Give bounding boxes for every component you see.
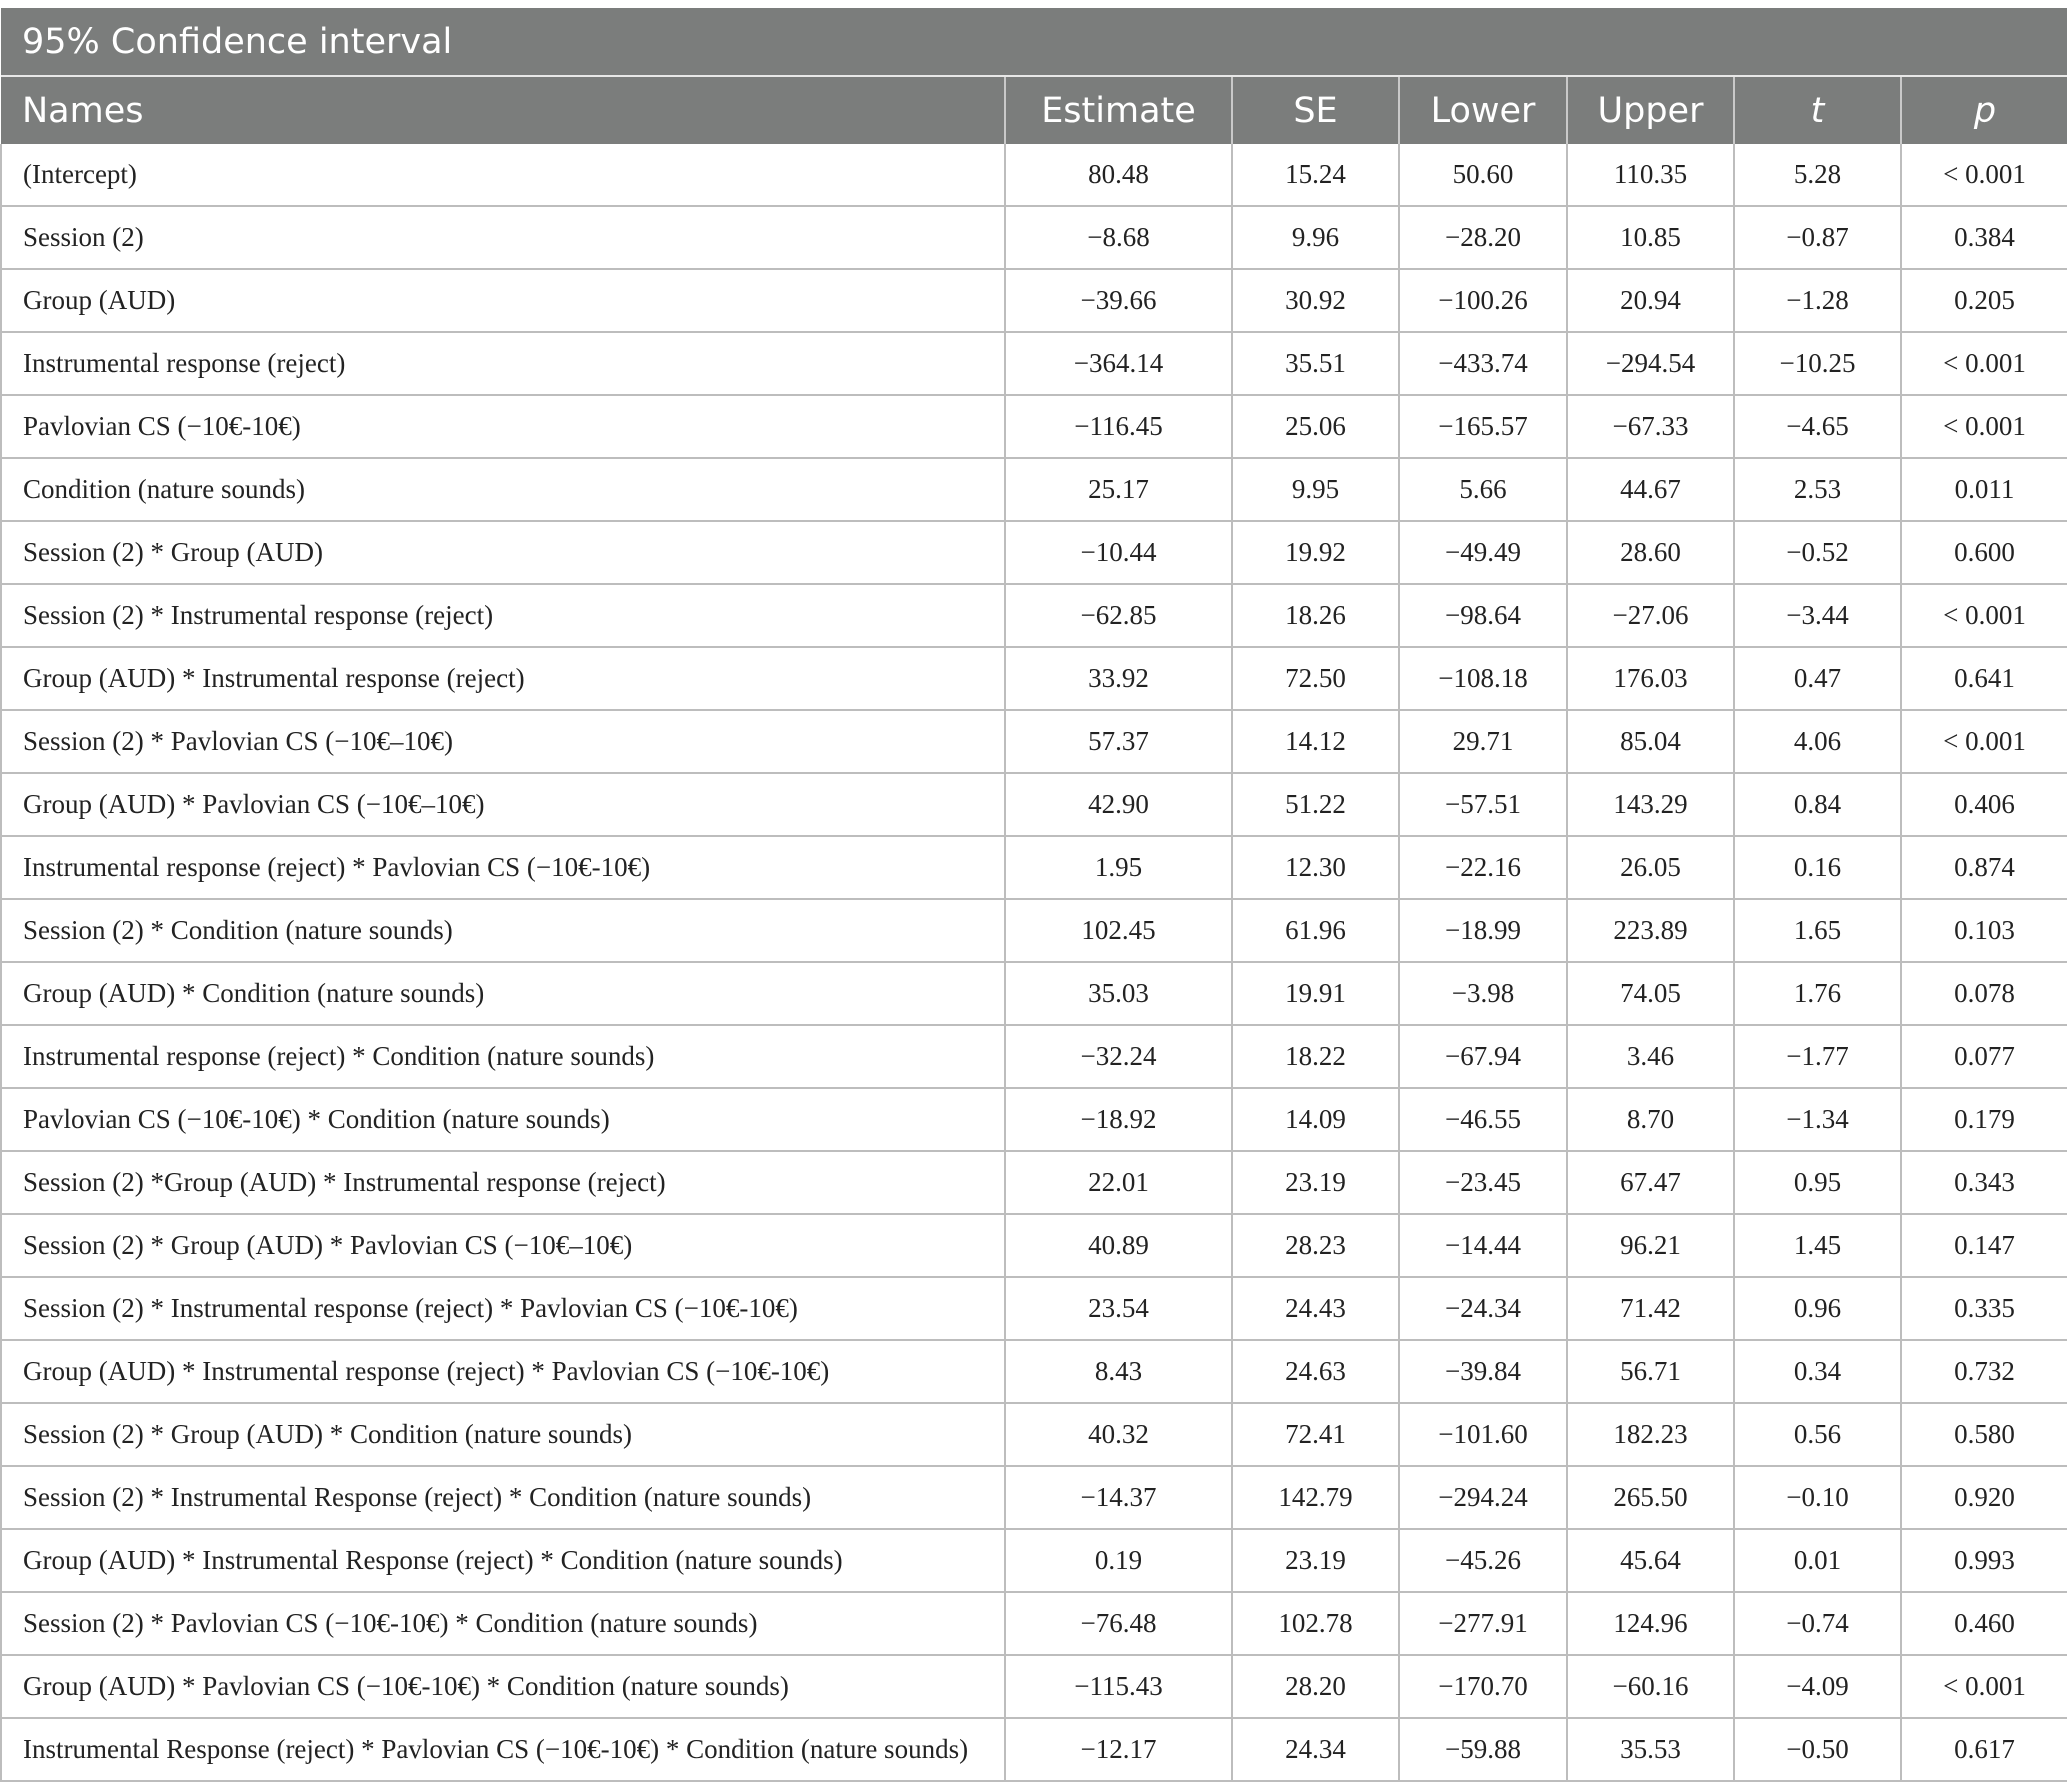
cell-t: −0.74 [1734, 1592, 1901, 1655]
table-row [1, 269, 2067, 332]
cell-lower: −98.64 [1399, 584, 1567, 647]
cell-se: 72.50 [1232, 647, 1399, 710]
cell-p: < 0.001 [1901, 332, 2067, 395]
cell-estimate: −39.66 [1005, 269, 1232, 332]
cell-estimate: 40.89 [1005, 1214, 1232, 1277]
cell-t: −0.52 [1734, 521, 1901, 584]
cell-p: 0.874 [1901, 836, 2067, 899]
cell-p: 0.335 [1901, 1277, 2067, 1340]
table-row [1, 1151, 2067, 1214]
cell-se: 24.63 [1232, 1340, 1399, 1403]
cell-upper: 35.53 [1567, 1718, 1734, 1781]
table-row [1, 710, 2067, 773]
cell-upper: 44.67 [1567, 458, 1734, 521]
cell-name: Session (2) * Pavlovian CS (−10€–10€) [1, 710, 1005, 773]
cell-lower: −39.84 [1399, 1340, 1567, 1403]
cell-se: 28.23 [1232, 1214, 1399, 1277]
cell-lower: −165.57 [1399, 395, 1567, 458]
cell-t: 0.01 [1734, 1529, 1901, 1592]
cell-estimate: −10.44 [1005, 521, 1232, 584]
cell-name: Session (2) [1, 206, 1005, 269]
cell-lower: 5.66 [1399, 458, 1567, 521]
cell-se: 19.92 [1232, 521, 1399, 584]
cell-estimate: 102.45 [1005, 899, 1232, 962]
cell-se: 18.22 [1232, 1025, 1399, 1088]
cell-lower: −23.45 [1399, 1151, 1567, 1214]
table-row [1, 395, 2067, 458]
table-row [1, 1592, 2067, 1655]
cell-p: 0.920 [1901, 1466, 2067, 1529]
cell-p: < 0.001 [1901, 710, 2067, 773]
cell-t: −0.50 [1734, 1718, 1901, 1781]
cell-upper: 3.46 [1567, 1025, 1734, 1088]
cell-upper: 45.64 [1567, 1529, 1734, 1592]
cell-lower: −14.44 [1399, 1214, 1567, 1277]
cell-name: Session (2) * Instrumental response (reject) [1, 584, 1005, 647]
cell-se: 28.20 [1232, 1655, 1399, 1718]
cell-t: −0.87 [1734, 206, 1901, 269]
cell-name: Session (2) * Group (AUD) * Condition (nature sounds) [1, 1403, 1005, 1466]
cell-upper: 85.04 [1567, 710, 1734, 773]
cell-t: −1.34 [1734, 1088, 1901, 1151]
cell-upper: −67.33 [1567, 395, 1734, 458]
column-header-p: p [1901, 76, 2067, 144]
cell-p: 0.460 [1901, 1592, 2067, 1655]
cell-name: Group (AUD) * Instrumental response (reject) * Pavlovian CS (−10€-10€) [1, 1340, 1005, 1403]
table-row [1, 1340, 2067, 1403]
table-row [1, 206, 2067, 269]
cell-name: Group (AUD) * Pavlovian CS (−10€-10€) * Condition (nature sounds) [1, 1655, 1005, 1718]
table-row [1, 1718, 2067, 1781]
cell-se: 72.41 [1232, 1403, 1399, 1466]
cell-se: 12.30 [1232, 836, 1399, 899]
table-row [1, 899, 2067, 962]
cell-t: 1.45 [1734, 1214, 1901, 1277]
cell-t: −10.25 [1734, 332, 1901, 395]
cell-lower: 50.60 [1399, 144, 1567, 206]
cell-estimate: −8.68 [1005, 206, 1232, 269]
cell-p: 0.384 [1901, 206, 2067, 269]
cell-lower: −108.18 [1399, 647, 1567, 710]
cell-p: < 0.001 [1901, 144, 2067, 206]
cell-p: 0.078 [1901, 962, 2067, 1025]
cell-upper: 124.96 [1567, 1592, 1734, 1655]
cell-upper: 74.05 [1567, 962, 1734, 1025]
cell-upper: −294.54 [1567, 332, 1734, 395]
cell-name: Session (2) * Group (AUD) [1, 521, 1005, 584]
cell-lower: −433.74 [1399, 332, 1567, 395]
cell-upper: 223.89 [1567, 899, 1734, 962]
cell-estimate: 25.17 [1005, 458, 1232, 521]
table-row [1, 1277, 2067, 1340]
results-table [0, 8, 2067, 1782]
table-row [1, 144, 2067, 206]
cell-t: −1.77 [1734, 1025, 1901, 1088]
cell-estimate: 8.43 [1005, 1340, 1232, 1403]
cell-name: Instrumental response (reject) * Condition (nature sounds) [1, 1025, 1005, 1088]
cell-se: 18.26 [1232, 584, 1399, 647]
table-row [1, 647, 2067, 710]
cell-name: Condition (nature sounds) [1, 458, 1005, 521]
cell-upper: 96.21 [1567, 1214, 1734, 1277]
cell-upper: 182.23 [1567, 1403, 1734, 1466]
cell-lower: −22.16 [1399, 836, 1567, 899]
cell-p: 0.343 [1901, 1151, 2067, 1214]
cell-estimate: −364.14 [1005, 332, 1232, 395]
cell-estimate: −14.37 [1005, 1466, 1232, 1529]
cell-name: Session (2) * Group (AUD) * Pavlovian CS (−10€–10€) [1, 1214, 1005, 1277]
cell-se: 30.92 [1232, 269, 1399, 332]
cell-name: Group (AUD) * Condition (nature sounds) [1, 962, 1005, 1025]
cell-lower: −28.20 [1399, 206, 1567, 269]
cell-t: 0.16 [1734, 836, 1901, 899]
cell-upper: 26.05 [1567, 836, 1734, 899]
cell-se: 102.78 [1232, 1592, 1399, 1655]
cell-name: Group (AUD) * Pavlovian CS (−10€–10€) [1, 773, 1005, 836]
cell-t: −4.65 [1734, 395, 1901, 458]
cell-upper: 28.60 [1567, 521, 1734, 584]
cell-lower: −49.49 [1399, 521, 1567, 584]
cell-upper: 110.35 [1567, 144, 1734, 206]
cell-t: −3.44 [1734, 584, 1901, 647]
table-header-row [1, 76, 2067, 144]
cell-name: Session (2) * Condition (nature sounds) [1, 899, 1005, 962]
cell-t: 1.65 [1734, 899, 1901, 962]
cell-name: Group (AUD) [1, 269, 1005, 332]
cell-t: 1.76 [1734, 962, 1901, 1025]
cell-p: 0.617 [1901, 1718, 2067, 1781]
cell-se: 19.91 [1232, 962, 1399, 1025]
cell-lower: 29.71 [1399, 710, 1567, 773]
cell-p: 0.179 [1901, 1088, 2067, 1151]
cell-name: Group (AUD) * Instrumental response (reject) [1, 647, 1005, 710]
cell-p: < 0.001 [1901, 584, 2067, 647]
cell-p: 0.147 [1901, 1214, 2067, 1277]
cell-name: Pavlovian CS (−10€-10€) * Condition (nature sounds) [1, 1088, 1005, 1151]
table-row [1, 1088, 2067, 1151]
cell-t: 5.28 [1734, 144, 1901, 206]
table-row [1, 521, 2067, 584]
cell-lower: −100.26 [1399, 269, 1567, 332]
cell-estimate: 0.19 [1005, 1529, 1232, 1592]
cell-p: < 0.001 [1901, 395, 2067, 458]
results-table-container [0, 8, 2067, 1782]
cell-estimate: 57.37 [1005, 710, 1232, 773]
cell-lower: −46.55 [1399, 1088, 1567, 1151]
cell-se: 35.51 [1232, 332, 1399, 395]
cell-t: 0.56 [1734, 1403, 1901, 1466]
cell-p: 0.406 [1901, 773, 2067, 836]
column-header-estimate: Estimate [1005, 76, 1232, 144]
table-row [1, 1214, 2067, 1277]
cell-t: 0.96 [1734, 1277, 1901, 1340]
cell-upper: 56.71 [1567, 1340, 1734, 1403]
cell-p: 0.077 [1901, 1025, 2067, 1088]
column-header-t: t [1734, 76, 1901, 144]
cell-estimate: −18.92 [1005, 1088, 1232, 1151]
table-row [1, 1529, 2067, 1592]
table-row [1, 332, 2067, 395]
cell-upper: 176.03 [1567, 647, 1734, 710]
cell-upper: −27.06 [1567, 584, 1734, 647]
cell-t: 0.47 [1734, 647, 1901, 710]
cell-upper: 143.29 [1567, 773, 1734, 836]
table-row [1, 1655, 2067, 1718]
table-row [1, 584, 2067, 647]
cell-t: −1.28 [1734, 269, 1901, 332]
cell-lower: −24.34 [1399, 1277, 1567, 1340]
cell-estimate: 23.54 [1005, 1277, 1232, 1340]
cell-name: Instrumental response (reject) [1, 332, 1005, 395]
cell-se: 142.79 [1232, 1466, 1399, 1529]
cell-upper: 265.50 [1567, 1466, 1734, 1529]
column-header-se: SE [1232, 76, 1399, 144]
cell-name: Pavlovian CS (−10€-10€) [1, 395, 1005, 458]
table-row [1, 458, 2067, 521]
cell-estimate: 1.95 [1005, 836, 1232, 899]
cell-se: 25.06 [1232, 395, 1399, 458]
cell-lower: −170.70 [1399, 1655, 1567, 1718]
cell-name: Group (AUD) * Instrumental Response (reject) * Condition (nature sounds) [1, 1529, 1005, 1592]
cell-estimate: −116.45 [1005, 395, 1232, 458]
cell-name: (Intercept) [1, 144, 1005, 206]
cell-estimate: 42.90 [1005, 773, 1232, 836]
table-row [1, 836, 2067, 899]
cell-lower: −101.60 [1399, 1403, 1567, 1466]
cell-estimate: −62.85 [1005, 584, 1232, 647]
cell-upper: 8.70 [1567, 1088, 1734, 1151]
cell-estimate: 40.32 [1005, 1403, 1232, 1466]
cell-estimate: 35.03 [1005, 962, 1232, 1025]
table-row [1, 773, 2067, 836]
cell-t: −4.09 [1734, 1655, 1901, 1718]
cell-estimate: −76.48 [1005, 1592, 1232, 1655]
cell-p: 0.732 [1901, 1340, 2067, 1403]
table-row [1, 1403, 2067, 1466]
cell-lower: −57.51 [1399, 773, 1567, 836]
cell-t: 4.06 [1734, 710, 1901, 773]
cell-lower: −18.99 [1399, 899, 1567, 962]
cell-upper: −60.16 [1567, 1655, 1734, 1718]
cell-se: 24.43 [1232, 1277, 1399, 1340]
column-header-upper: Upper [1567, 76, 1734, 144]
cell-estimate: −12.17 [1005, 1718, 1232, 1781]
cell-se: 24.34 [1232, 1718, 1399, 1781]
table-row [1, 962, 2067, 1025]
cell-estimate: −115.43 [1005, 1655, 1232, 1718]
cell-se: 61.96 [1232, 899, 1399, 962]
cell-se: 51.22 [1232, 773, 1399, 836]
cell-t: −0.10 [1734, 1466, 1901, 1529]
cell-name: Session (2) * Instrumental response (reject) * Pavlovian CS (−10€-10€) [1, 1277, 1005, 1340]
cell-name: Instrumental Response (reject) * Pavlovian CS (−10€-10€) * Condition (nature sounds) [1, 1718, 1005, 1781]
cell-name: Instrumental response (reject) * Pavlovian CS (−10€-10€) [1, 836, 1005, 899]
table-body [1, 144, 2067, 1781]
cell-p: 0.011 [1901, 458, 2067, 521]
cell-lower: −67.94 [1399, 1025, 1567, 1088]
cell-se: 23.19 [1232, 1151, 1399, 1214]
table-row [1, 1466, 2067, 1529]
cell-lower: −45.26 [1399, 1529, 1567, 1592]
cell-name: Session (2) * Instrumental Response (reject) * Condition (nature sounds) [1, 1466, 1005, 1529]
cell-se: 15.24 [1232, 144, 1399, 206]
cell-lower: −277.91 [1399, 1592, 1567, 1655]
cell-lower: −59.88 [1399, 1718, 1567, 1781]
cell-p: 0.205 [1901, 269, 2067, 332]
cell-se: 23.19 [1232, 1529, 1399, 1592]
table-caption: 95% Confidence interval [1, 8, 2067, 76]
cell-p: 0.103 [1901, 899, 2067, 962]
cell-estimate: 33.92 [1005, 647, 1232, 710]
cell-t: 0.95 [1734, 1151, 1901, 1214]
table-caption-row [1, 8, 2067, 76]
column-header-names: Names [1, 76, 1005, 144]
cell-t: 0.34 [1734, 1340, 1901, 1403]
cell-name: Session (2) * Pavlovian CS (−10€-10€) * Condition (nature sounds) [1, 1592, 1005, 1655]
cell-upper: 67.47 [1567, 1151, 1734, 1214]
cell-upper: 71.42 [1567, 1277, 1734, 1340]
cell-estimate: 22.01 [1005, 1151, 1232, 1214]
cell-p: 0.993 [1901, 1529, 2067, 1592]
cell-se: 9.96 [1232, 206, 1399, 269]
column-header-lower: Lower [1399, 76, 1567, 144]
cell-lower: −3.98 [1399, 962, 1567, 1025]
cell-estimate: 80.48 [1005, 144, 1232, 206]
cell-se: 14.09 [1232, 1088, 1399, 1151]
cell-p: 0.580 [1901, 1403, 2067, 1466]
cell-t: 0.84 [1734, 773, 1901, 836]
cell-p: 0.600 [1901, 521, 2067, 584]
cell-estimate: −32.24 [1005, 1025, 1232, 1088]
cell-upper: 20.94 [1567, 269, 1734, 332]
cell-name: Session (2) *Group (AUD) * Instrumental response (reject) [1, 1151, 1005, 1214]
cell-t: 2.53 [1734, 458, 1901, 521]
cell-upper: 10.85 [1567, 206, 1734, 269]
cell-lower: −294.24 [1399, 1466, 1567, 1529]
cell-p: < 0.001 [1901, 1655, 2067, 1718]
table-row [1, 1025, 2067, 1088]
cell-se: 14.12 [1232, 710, 1399, 773]
cell-p: 0.641 [1901, 647, 2067, 710]
cell-se: 9.95 [1232, 458, 1399, 521]
